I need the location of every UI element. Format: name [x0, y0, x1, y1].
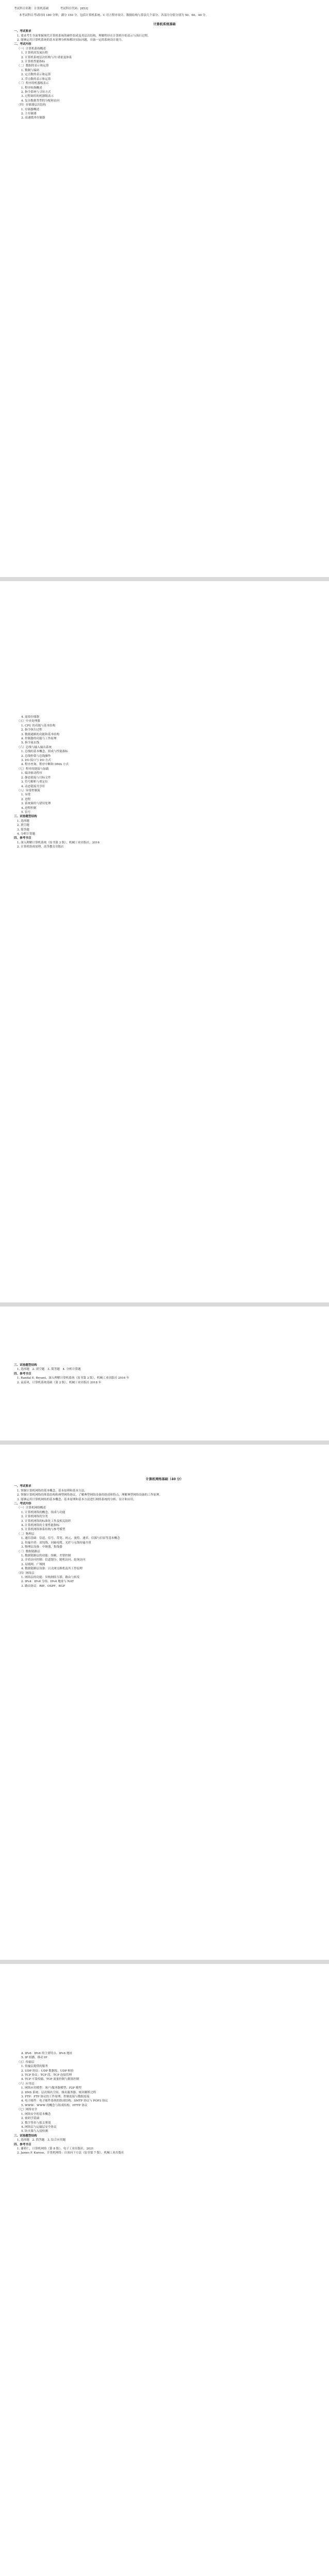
list-item: 1. 选择题 2. 简答题 3. 综合应用题: [17, 2139, 66, 2142]
page-5-content: [0, 1964, 329, 2156]
page-5: [0, 1964, 329, 2576]
list-item: 2. 传输介质：双绞线、同轴电缆、光纤与无线传输介质: [21, 1541, 91, 1545]
section-heading: 二、考试内容: [14, 43, 31, 46]
list-item: 1. CPU 的功能与基本结构: [21, 724, 56, 727]
list-item: 1. 计算机的发展历程: [21, 52, 48, 55]
content-lines: [14, 1363, 315, 1385]
list-item: 1. 数制与编码: [21, 69, 40, 72]
list-item: （四）存储器层次结构: [17, 104, 46, 107]
list-item: 4. 计算机网络的主要性能指标: [21, 1524, 60, 1528]
list-item: （二）物理层: [17, 1532, 35, 1536]
list-item: 3. 浮点数的表示和运算: [21, 77, 51, 81]
list-item: 3. 路由协议：RIP、OSPF、BGP: [21, 1584, 65, 1588]
intro-block: [14, 13, 315, 18]
list-item: 1. 通信基础：信道、信号、带宽、码元、波特、速率、信源与信宿等基本概念: [21, 1537, 120, 1540]
list-item: 3. FTP：FTP 协议的工作原理、控制连接与数据连接: [21, 2095, 90, 2099]
list-item: 3. 数据通路的功能和基本结构: [21, 733, 60, 736]
list-item: 4. 数据链路层设备：以太网交换机及其工作原理: [21, 1567, 83, 1571]
list-item: 1. 传输层提供的服务: [21, 2065, 48, 2069]
list-item: 2. 掌握计算机网络的体系结构和典型网络协议，了解典型网络设备的组成和特点，理解典型网络设备的工作原理。: [17, 1494, 162, 1497]
section-heading: 四、参考书目: [14, 2143, 31, 2146]
list-item: （七）程序的链接与加载: [17, 767, 49, 771]
list-item: 2. DNS 系统：层次域名空间、域名服务器、域名解析过程: [21, 2091, 96, 2094]
list-item: （三）程序的机器级表示: [17, 82, 49, 86]
list-item: 2. 计算机系统层次结构与冯·诺依曼体系: [21, 56, 72, 59]
list-item: （二）数据的表示和运算: [17, 64, 49, 68]
list-item: 2. 主存储器: [21, 112, 37, 115]
list-item: 3. I/O 接口与 I/O 方式: [21, 759, 51, 762]
list-item: 4. 进程控制: [21, 806, 37, 810]
section-heading: 四、参考书目: [14, 837, 31, 840]
list-item: 3. 局域网、广域网: [21, 1563, 45, 1566]
list-item: 2. 介质访问控制：信道划分、随机访问、轮询访问: [21, 1558, 86, 1562]
section-heading: 二、考试内容: [14, 1502, 31, 1506]
content-lines: [14, 2052, 315, 2156]
list-item: 2. 指令执行过程: [21, 728, 42, 732]
list-item: 2. 袁春风，计算机系统基础（第 2 版），机械工业出版社 2018 年: [17, 1381, 102, 1384]
list-item: 2. 总线仲裁与总线操作: [21, 754, 51, 758]
list-item: 1. 深入理解计算机系统（原书第 3 版），机械工业出版社，2016: [17, 841, 100, 844]
section-title-networks: 计算机网络基础（40 分）: [145, 1478, 184, 1481]
content-lines: [14, 1484, 315, 1588]
list-item: 4. 虚拟存储器: [21, 716, 40, 719]
list-item: 1. 程序转换概述: [21, 86, 42, 90]
page-3-content: [0, 1307, 329, 1385]
section-heading: 一、考试要求: [14, 30, 31, 33]
list-item: 1. 网络层的功能：异构网络互联、路由与转发: [21, 1575, 80, 1579]
list-item: 4. 复杂数据类型的分配和访问: [21, 99, 60, 103]
list-item: 1. 谢希仁，计算机网络（第 8 版），电子工业出版社，2021: [17, 2147, 94, 2150]
list-item: 3. 高速缓冲存储器: [21, 116, 45, 120]
list-item: 1. 网络应用模型：客户/服务器模型、P2P 模型: [21, 2087, 81, 2090]
list-item: 5. IP 组播、移动 IP: [21, 2056, 47, 2060]
page-4-content: [0, 1445, 329, 1588]
list-item: 4. TCP 可靠传输、TCP 流量控制与拥塞控制: [21, 2078, 79, 2081]
list-item: 4. 程序查询、程序中断和 DMA 方式: [21, 763, 69, 767]
list-item: 2. 计算机组成原理，高等教育出版社: [17, 845, 64, 849]
list-item: （六）应用层: [17, 2082, 35, 2086]
list-item: 2. 计算机网络的分类: [21, 1515, 48, 1519]
section-heading: 四、参考书目: [14, 1372, 31, 1376]
list-item: （五）传输层: [17, 2060, 35, 2064]
section-heading: 三、试卷题型结构: [14, 1364, 37, 1367]
list-item: 1. 编译驱动程序: [21, 772, 42, 775]
list-item: 4. 分析计算题: [17, 832, 36, 836]
list-item: 2. 能够运用计算机系统的基本原理分析和解决实际问题，具备一定的系统设计能力。: [17, 39, 125, 42]
list-item: 1. 总线的基本概念、组成与性能指标: [21, 750, 69, 754]
list-item: 2. UDP 协议：UDP 数据报、UDP 校验: [21, 2069, 74, 2073]
list-item: 2. 进程: [21, 798, 31, 801]
list-item: 3. 物理层设备：中继器、集线器: [21, 1546, 62, 1549]
list-item: 1. 异常: [21, 793, 31, 797]
list-item: 5. WWW：WWW 的概念与组成结构、HTTP 协议: [21, 2104, 88, 2107]
list-item: 1. Randal E. Bryant，深入理解计算机系统（原书第 3 版），机械工业出版社 2016 年: [17, 1377, 129, 1380]
list-item: 1. 计算机网络的概念、组成与功能: [21, 1511, 65, 1514]
list-item: （一）计算机系统概述: [17, 47, 46, 50]
list-item: 2. 静态链接与目标文件: [21, 776, 51, 779]
intro-paragraph: 本考试科目考试时间 180 分钟，满分 150 分，包括计算机系统、C 语言程序设计、数据结构与算法几个部分，各部分分值分别为 50、60、40 分。: [19, 14, 209, 18]
content-lines: [14, 715, 315, 850]
list-item: 1. 选择题: [17, 819, 29, 823]
list-item: 3. 符号解析与重定位: [21, 781, 48, 784]
list-item: 1. 掌握计算机网络的基本概念、基本原理和基本方法。: [17, 1489, 87, 1493]
list-item: 4. 电子邮件：电子邮件系统的组成结构、SMTP 协议与 POP3 协议: [21, 2099, 108, 2103]
list-item: （六）总线与输入输出系统: [17, 745, 52, 749]
list-item: 3. 数字签名与报文鉴别: [21, 2121, 51, 2125]
list-item: 1. 数据链路层的功能：组帧、差错控制: [21, 1554, 71, 1557]
page-1: [0, 0, 329, 577]
list-item: 1. 存储器概述: [21, 108, 40, 111]
list-item: 3. 过程调用的机器级表示: [21, 95, 54, 98]
list-item: 4. 网络层与运输层安全协议: [21, 2125, 57, 2129]
list-item: 2. 密码学基础: [21, 2117, 40, 2121]
list-item: 2. IPv4：IPv4 分组、IPv4 地址与 NAT: [21, 1580, 74, 1584]
list-item: 2. James F. Kurose，计算机网络：自顶向下方法（原书第 7 版），机械工业出版社: [17, 2151, 124, 2155]
list-item: （一）计算机网络概述: [17, 1506, 46, 1510]
list-item: 5. 信号: [21, 810, 31, 814]
doc-header: 考试科目名称：计算机基础 考试科目代码：[853]: [14, 7, 88, 10]
section-heading: 三、试卷题型结构: [14, 815, 37, 819]
page-3: [0, 1307, 329, 1440]
page-2-content: [0, 581, 329, 850]
list-item: 3. 计算机性能指标: [21, 60, 45, 64]
list-item: 1. 选择题 2. 填空题 3. 简答题 4. 分析计算题: [17, 1368, 81, 1371]
list-item: 5. 指令流水线: [21, 741, 40, 745]
list-item: 3. TCP 协议：TCP 段、TCP 连接管理: [21, 2074, 72, 2077]
list-item: （七）网络安全: [17, 2108, 38, 2112]
list-item: 4. 控制器的功能与工作原理: [21, 737, 57, 741]
section-title-computer-systems: 计算机系统基础: [153, 22, 176, 26]
list-item: （五）中央处理器: [17, 720, 40, 723]
list-item: 5. 防火墙与入侵检测: [21, 2130, 48, 2133]
list-item: 4. IPv6：IPv6 的主要特点、IPv6 地址: [21, 2052, 73, 2055]
content-lines: [14, 29, 315, 121]
list-item: 3. 简答题: [17, 828, 29, 832]
list-item: 3. 计算机网络的标准化工作及相关组织: [21, 1519, 71, 1523]
section-heading: 一、考试要求: [14, 1485, 31, 1488]
list-item: 3. 能够运用计算机网络的基本概念、基本原理和基本方法进行网络系统的分析、设计和应用。: [17, 1498, 136, 1501]
list-item: 3. 系统调用与错误处理: [21, 802, 51, 806]
list-item: 5. 计算机网络体系结构与参考模型: [21, 1528, 65, 1532]
list-item: （四）网络层: [17, 1571, 35, 1575]
list-item: 1. 网络安全的基本概念: [21, 2112, 51, 2116]
list-item: （三）数据链路层: [17, 1550, 40, 1553]
list-item: 2. 填空题: [17, 824, 29, 827]
section-heading: 三、试卷题型结构: [14, 2134, 37, 2138]
page-4: [0, 1445, 329, 1960]
list-item: 2. 定点数的表示和运算: [21, 73, 51, 77]
list-item: 2. 指令系统与寻址方式: [21, 90, 51, 94]
list-item: （八）异常控制流: [17, 789, 40, 792]
list-item: 4. 动态链接共享库: [21, 785, 45, 788]
page-1-content: [0, 0, 329, 121]
page-2: [0, 581, 329, 1302]
list-item: 1. 要求考生全面掌握现代计算机系统的硬件组成及其层次结构，理解程序在计算机中的表示与执行过程。: [17, 34, 151, 38]
